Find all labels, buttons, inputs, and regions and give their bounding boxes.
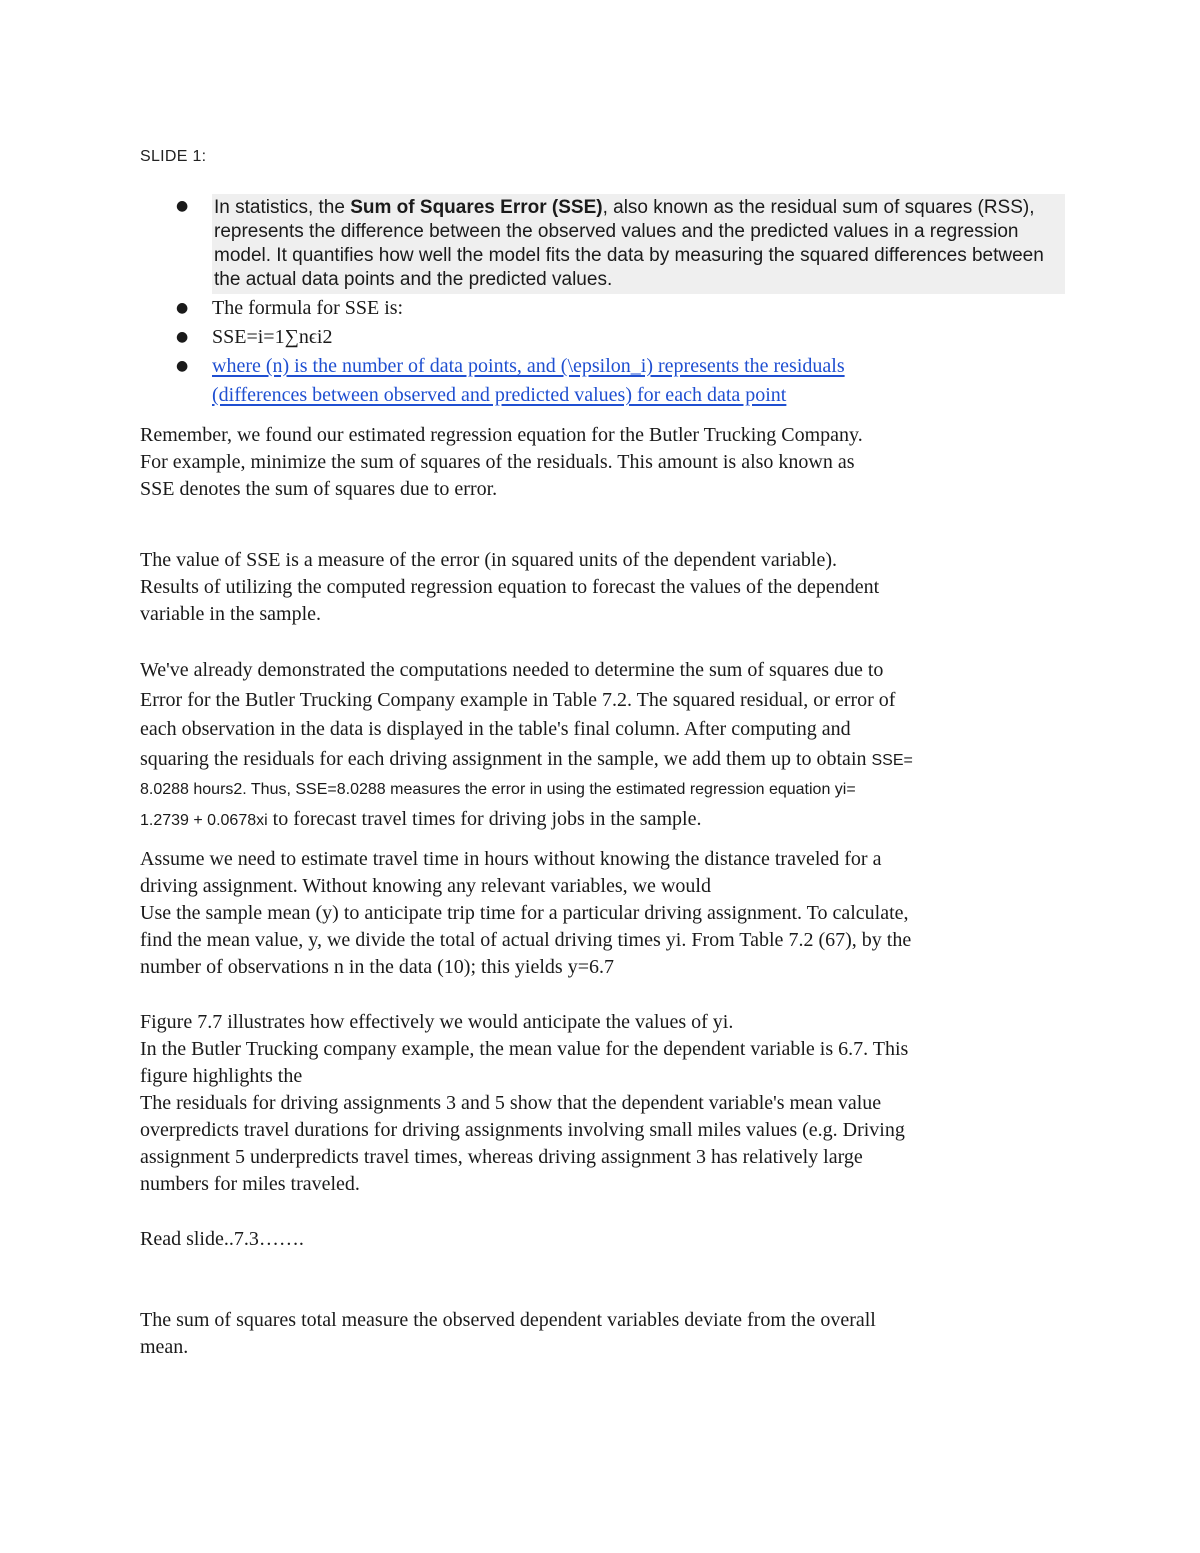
text-line: Read slide..7.3……. [140,1228,304,1250]
text-line: Error for the Butler Trucking Company example in Table 7.2. The squared residual, or error of [140,688,896,711]
text-line: numbers for miles traveled. [140,1173,360,1195]
bullet-sse-definition [140,194,1065,294]
slide-heading: SLIDE 1: [140,148,207,165]
paragraph-sse-measure [140,547,1065,628]
text-line: For example, minimize the sum of squares of the residuals. This amount is also known as [140,451,855,473]
text-line: find the mean value, y, we divide the total of actual driving times yi. From Table 7.2 (67), by the [140,929,912,951]
text-line: Assume we need to estimate travel time in hours without knowing the distance traveled for a [140,848,882,870]
text-line: The value of SSE is a measure of the error (in squared units of the dependent variable). [140,549,837,571]
text-line: overpredicts travel durations for driving assignments involving small miles values (e.g. Driving [140,1119,905,1141]
text-line: driving assignment. Without knowing any relevant variables, we would [140,875,711,897]
text-serif: to forecast travel times for driving jobs in the sample. [267,807,702,830]
bullet-dot-icon: ● [176,329,189,345]
text-line: The residuals for driving assignments 3 and 5 show that the dependent variable's mean value [140,1092,882,1114]
paragraph-sample-mean [140,846,1065,981]
definition-prefix: In statistics, the [214,197,351,218]
paragraph-read-slide [140,1226,1065,1253]
bullet-dot-icon: ● [176,358,189,374]
text-line [140,805,1065,836]
text-line: The sum of squares total measure the observed dependent variables deviate from the overall [140,1309,876,1331]
text-line: number of observations n in the data (10); this yields y=6.7 [140,956,614,978]
bullet-formula [140,323,1065,352]
text-line: Figure 7.7 illustrates how effectively we would anticipate the values of yi. [140,1011,734,1033]
text-line: SSE denotes the sum of squares due to error. [140,478,498,500]
formula-text: SSE=i=1∑nϵi2 [212,326,333,348]
text-sans: 1.2739 + 0.0678xi [140,811,268,829]
residual-link-line-2[interactable]: (differences between observed and predicted values) for each data point [212,384,787,406]
text-line: Remember, we found our estimated regression equation for the Butler Trucking Company. [140,424,863,446]
text-line [140,745,1065,776]
text-line: 8.0288 hours2. Thus, SSE=8.0288 measures the error in using the estimated regression equation yi= [140,781,856,798]
definition-body: , also known as the residual sum of squares (RSS), represents the difference between the observed values and the predicted values in a regression model. It quantifies how well the model fits the data by measuring the squared differences between the actual data points and the predicted values. [214,197,1044,290]
bullet-residual-link[interactable] [140,352,1065,410]
text-line: assignment 5 underpredicts travel times, whereas driving assignment 3 has relatively large [140,1146,863,1168]
definition-term: Sum of Squares Error (SSE) [350,197,603,218]
text-line: Results of utilizing the computed regression equation to forecast the values of the dependent [140,576,880,598]
text-line: each observation in the data is displayed in the table's final column. After computing and [140,718,851,740]
text-serif: squaring the residuals for each driving assignment in the sample, we add them up to obtain [140,747,872,770]
text-line: mean. [140,1336,189,1358]
bullet-dot-icon: ● [176,300,189,316]
text-line: We've already demonstrated the computations needed to determine the sum of squares due to [140,659,884,681]
paragraph-regression-equation [140,422,1065,503]
residual-link-line-1[interactable]: where (n) is the number of data points, and (\epsilon_i) represents the residuals [212,355,845,377]
paragraph-sum-of-squares-total [140,1307,1065,1361]
text-line: Use the sample mean (y) to anticipate trip time for a particular driving assignment. To calculate, [140,902,909,924]
bullet-formula-intro [140,294,1065,323]
text-line: In the Butler Trucking company example, the mean value for the dependent variable is 6.7. This [140,1038,909,1060]
text-sans: SSE= [871,751,913,769]
text-line: variable in the sample. [140,603,322,625]
bullet-dot-icon: ● [176,198,189,214]
bullet-list [140,194,1065,410]
paragraph-figure-7-7 [140,1009,1065,1198]
paragraph-sse-computation [140,656,1065,835]
formula-intro-text: The formula for SSE is: [212,297,404,319]
text-line: figure highlights the [140,1065,303,1087]
highlighted-definition [212,194,1065,294]
